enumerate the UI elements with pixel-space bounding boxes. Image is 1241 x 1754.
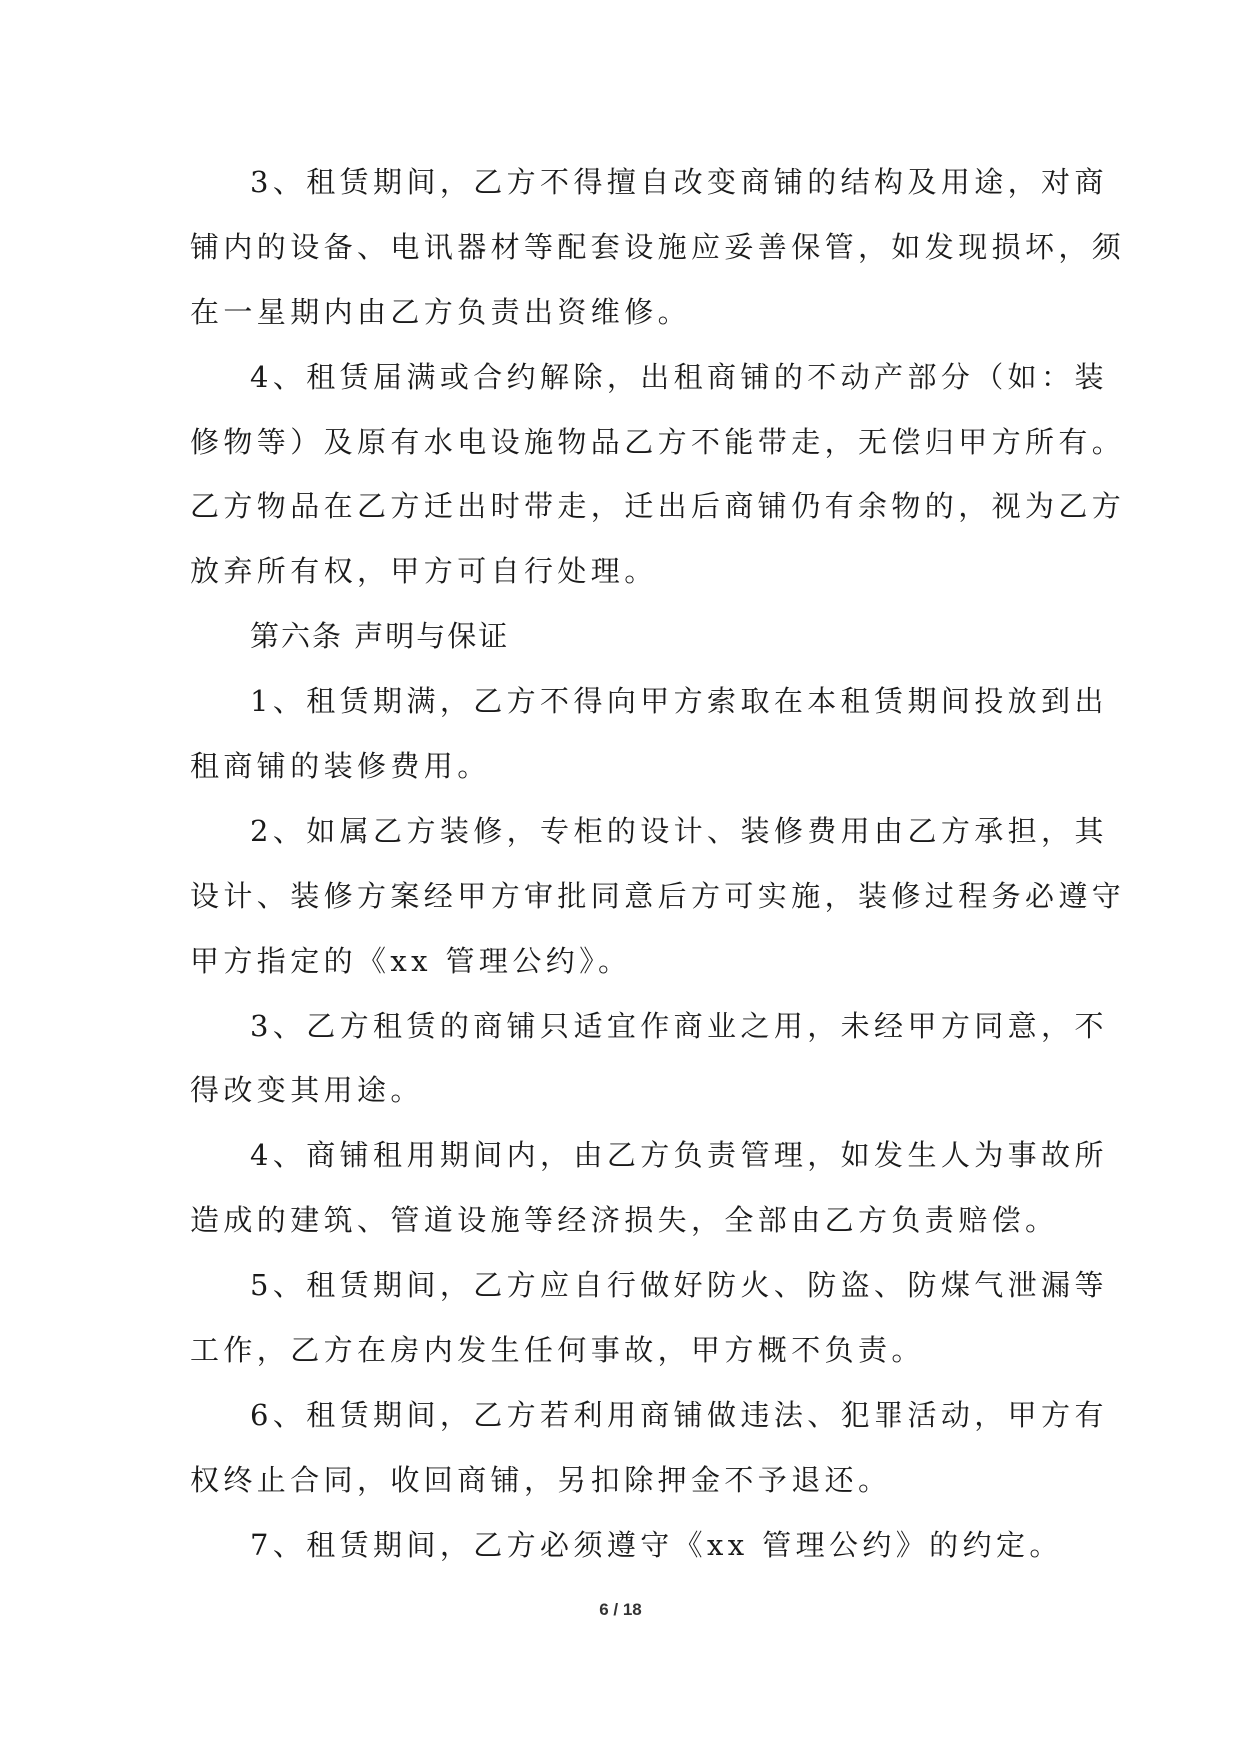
paragraph-line: 租商铺的装修费用。 [190, 749, 491, 784]
paragraph-line: 4、商铺租用期间内，由乙方负责管理，如发生人为事故所 [250, 1138, 1108, 1173]
paragraph-line: 2、如属乙方装修，专柜的设计、装修费用由乙方承担，其 [250, 813, 1108, 848]
paragraph-line: 在一星期内由乙方负责出资维修。 [190, 294, 692, 329]
paragraph-line: 得改变其用途。 [190, 1073, 424, 1108]
paragraph-line: 3、乙方租赁的商铺只适宜作商业之用，未经甲方同意，不 [250, 1008, 1108, 1043]
paragraph-line: 工作，乙方在房内发生任何事故，甲方概不负责。 [190, 1333, 925, 1368]
page-number: 6 / 18 [599, 1600, 642, 1619]
paragraph-line: 修物等）及原有水电设施物品乙方不能带走，无偿归甲方所有。 [190, 424, 1126, 459]
paragraph-line: 权终止合同，收回商铺，另扣除押金不予退还。 [190, 1462, 892, 1497]
paragraph-line: 乙方物品在乙方迁出时带走，迁出后商铺仍有余物的，视为乙方 [190, 489, 1126, 524]
paragraph-line: 5、租赁期间，乙方应自行做好防火、防盗、防煤气泄漏等 [250, 1268, 1108, 1303]
paragraph-line: 4、租赁届满或合约解除，出租商铺的不动产部分（如：装 [250, 359, 1108, 394]
paragraph-line: 造成的建筑、管道设施等经济损失，全部由乙方负责赔偿。 [190, 1203, 1059, 1238]
paragraph-line: 6、租赁期间，乙方若利用商铺做违法、犯罪活动，甲方有 [250, 1397, 1108, 1432]
paragraph-line: 放弃所有权，甲方可自行处理。 [190, 554, 658, 589]
paragraph-line: 3、租赁期间，乙方不得擅自改变商铺的结构及用途，对商 [250, 165, 1108, 199]
section-heading: 第六条 声明与保证 [250, 619, 510, 654]
paragraph-line: 铺内的设备、电讯器材等配套设施应妥善保管，如发现损坏，须 [190, 229, 1126, 264]
paragraph-line: 甲方指定的《xx 管理公约》。 [190, 943, 632, 978]
paragraph-line: 设计、装修方案经甲方审批同意后方可实施，装修过程务必遵守 [190, 878, 1126, 913]
paragraph-line: 1、租赁期满，乙方不得向甲方索取在本租赁期间投放到出 [250, 684, 1108, 719]
body-text [190, 150, 1126, 1578]
paragraph-line: 7、租赁期间，乙方必须遵守《xx 管理公约》的约定。 [250, 1527, 1063, 1562]
